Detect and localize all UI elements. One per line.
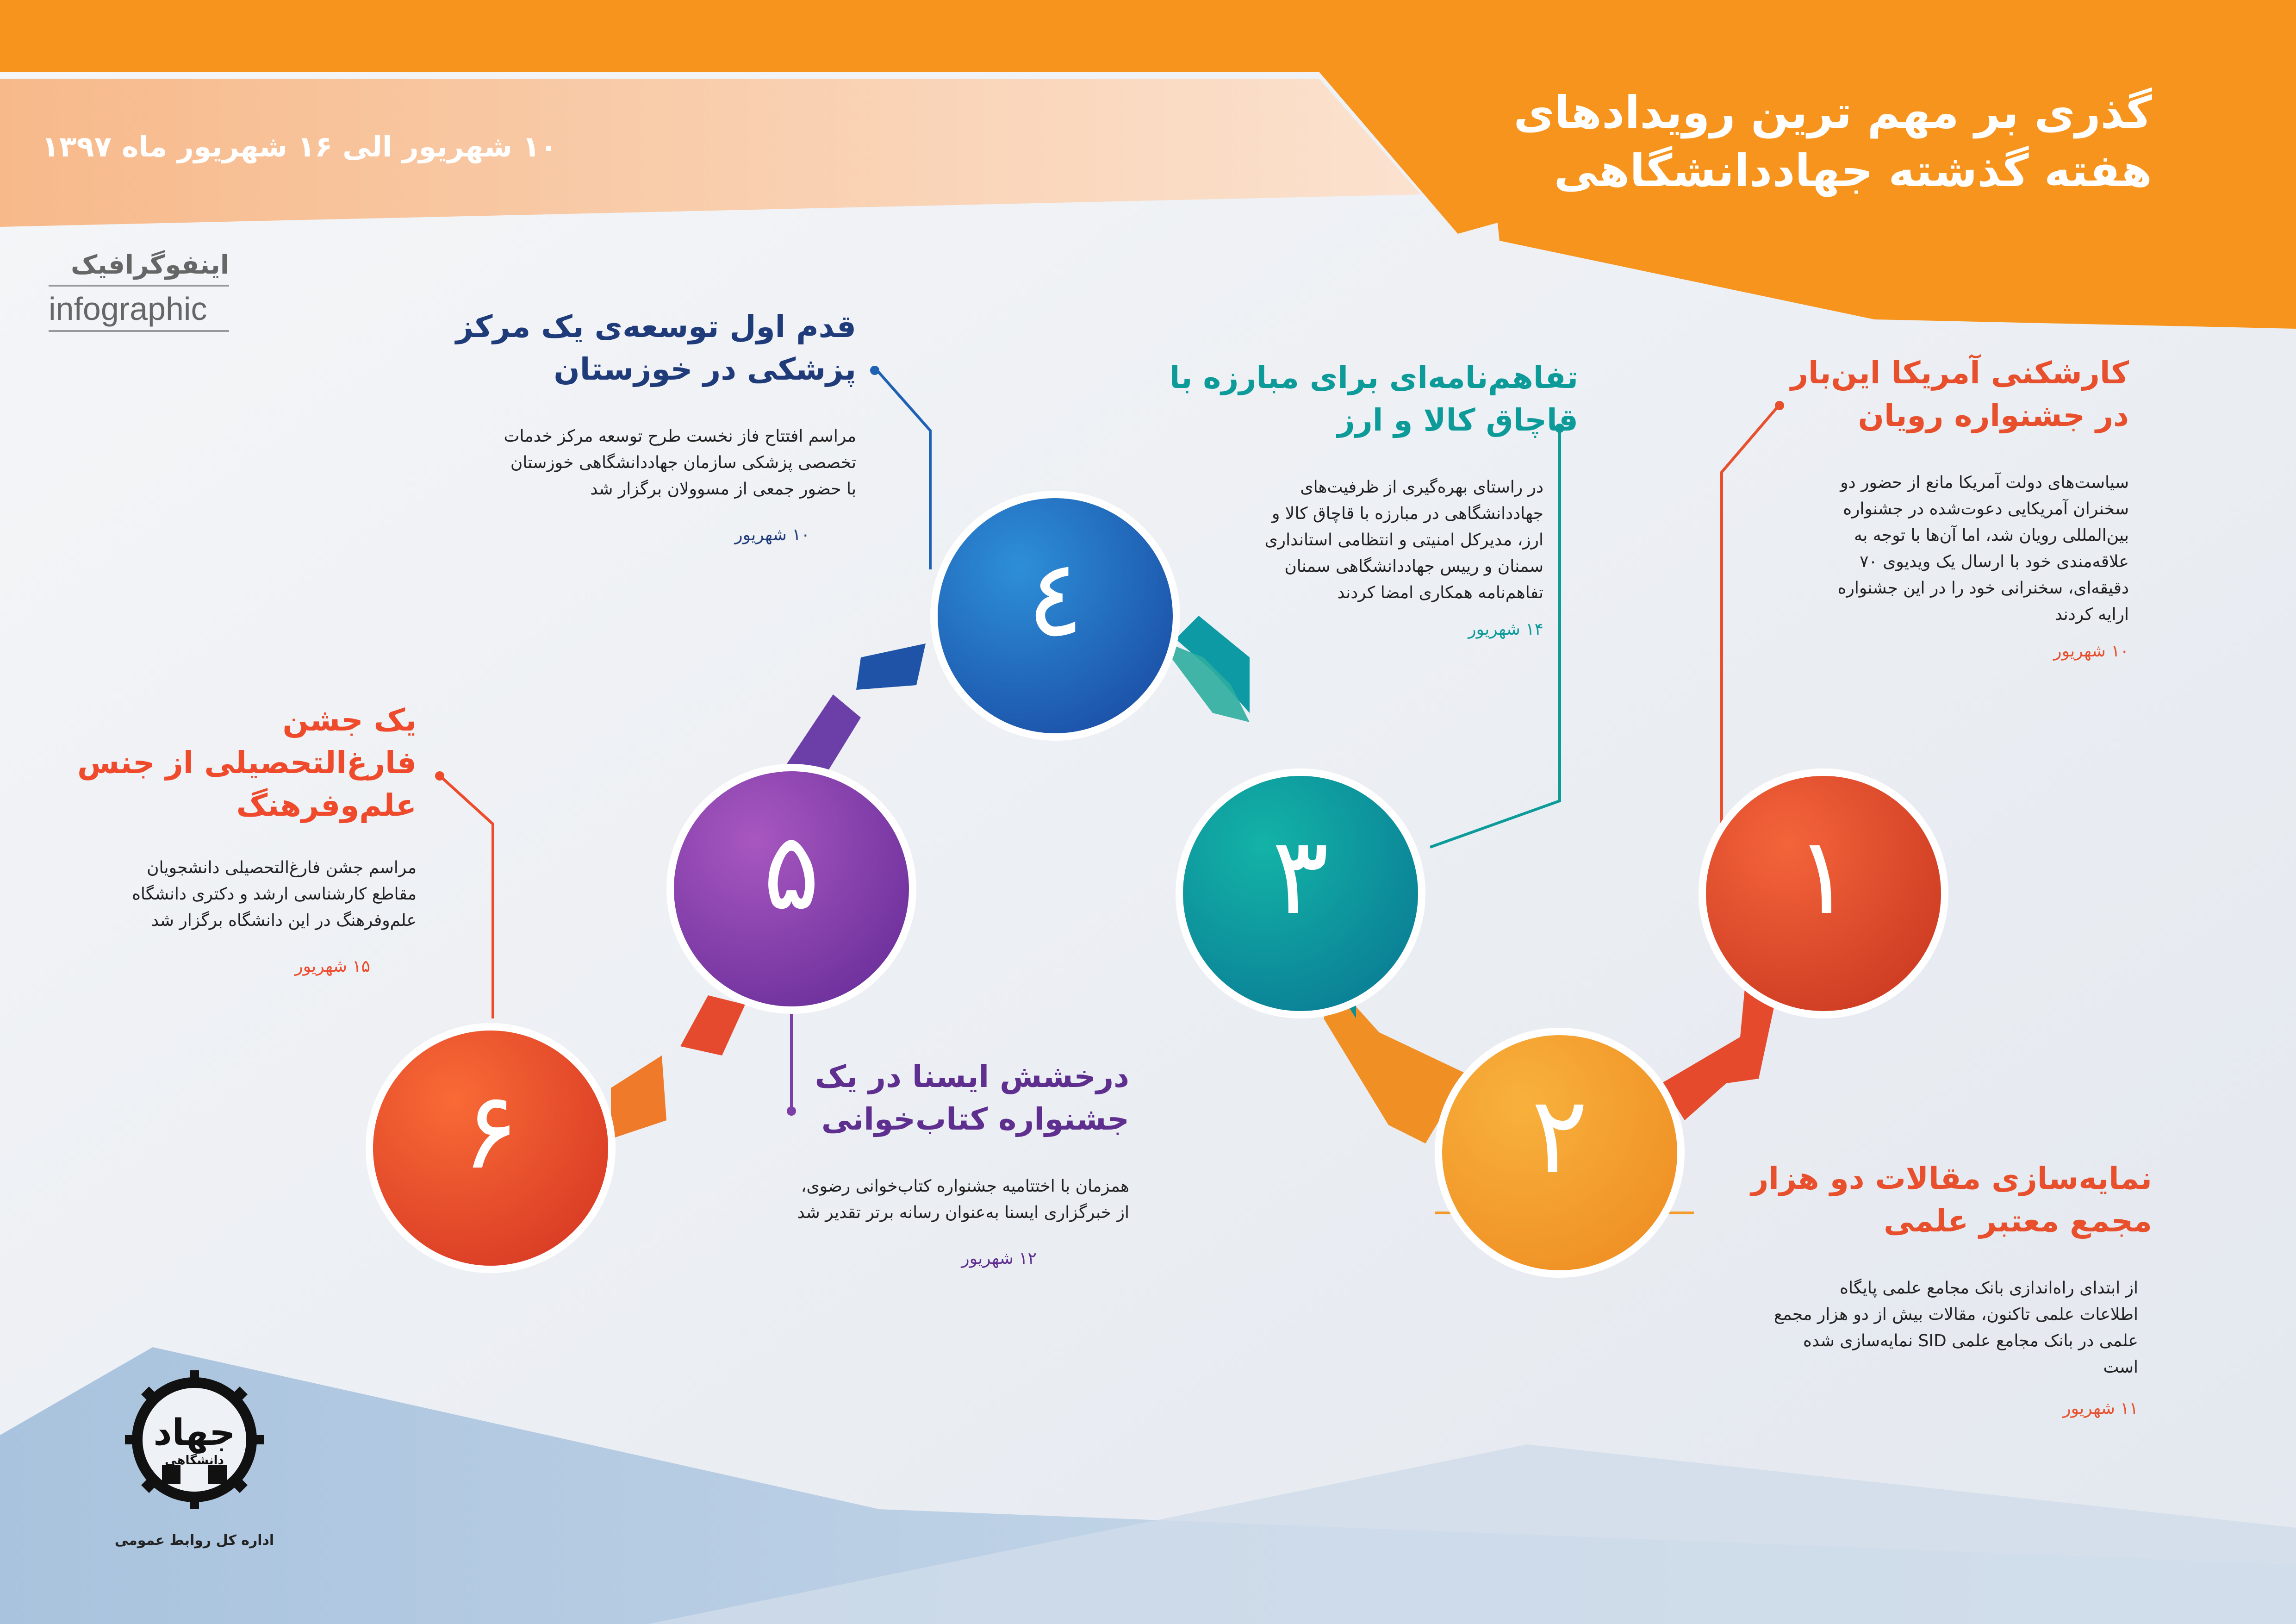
event-5-body-line: از خبرگزاری ایسنا به‌عنوان رسانه برتر تقدیر شد <box>797 1203 1129 1222</box>
logo-name: جهاد <box>153 1412 236 1454</box>
page-title-line1: گذری بر مهم ترین رویدادهای <box>1513 87 2152 138</box>
event-2-body <box>1666 1275 2152 1380</box>
event-6-title-line0: یک جشن <box>282 702 417 738</box>
event-4-date: ۱۰ شهریور <box>734 525 810 544</box>
event-1-title-line1: کارشکنی آمریکا این‌بار <box>1791 355 2129 391</box>
event-4-title-line2: پزشکی در خوزستان <box>554 351 856 387</box>
event-2-body-line: علمی در بانک مجامع علمی SID نمایه‌سازی شده <box>1803 1331 2138 1350</box>
event-2-body-line: است <box>2103 1358 2138 1377</box>
event-5-body <box>722 1173 1129 1226</box>
event-2-title-line2: مجمع معتبر علمی <box>1884 1203 2152 1239</box>
event-3-body-line: جهاددانشگاهی در مبارزه با قاچاق کالا و <box>1271 504 1543 523</box>
event-6 <box>46 699 417 976</box>
event-3-body-line: سمنان و رییس جهاددانشگاهی سمنان <box>1284 557 1543 576</box>
event-1-date: ۱۰ شهریور <box>2053 642 2129 661</box>
infographic-label-fa: اینفوگرافیک <box>71 250 229 280</box>
event-5-title-line1: درخشش ایسنا در یک <box>815 1059 1129 1094</box>
logo <box>111 1370 278 1565</box>
event-6-title-line2: علم‌وفرهنگ <box>236 787 417 823</box>
event-4-body-line: تخصصی پزشکی سازمان جهاددانشگاهی خوزستان <box>510 453 856 472</box>
event-5-title-line2: جشنواره کتاب‌خوانی <box>821 1101 1129 1137</box>
event-1-body-line: سیاست‌های دولت آمریکا مانع از حضور دو <box>1840 473 2129 492</box>
event-5-date: ۱۲ شهریور <box>961 1249 1037 1268</box>
event-1 <box>1712 352 2129 661</box>
event-2 <box>1666 1157 2152 1418</box>
step-number-1: ۱ <box>1795 815 1852 938</box>
step-number-4: ٤ <box>1027 537 1084 661</box>
event-5-title <box>722 1056 1129 1141</box>
event-3-title-line2: قاچاق کالا و ارز <box>1337 402 1578 438</box>
event-4-body <box>417 423 856 502</box>
divider <box>49 285 229 287</box>
event-6-title-line1: فارغ‌التحصیلی از جنس <box>77 745 417 781</box>
event-2-title <box>1666 1157 2152 1243</box>
logo-caption: اداره کل روابط عمومی <box>114 1532 274 1549</box>
step-number-5: ۵ <box>763 810 820 934</box>
infographic-label-en: infographic <box>49 291 207 327</box>
event-1-body-line: علاقه‌مندی خود با ارسال یک ویدیوی ۷۰ <box>1860 552 2129 571</box>
event-1-body-line: بین‌المللی رویان شد، اما آن‌ها با توجه به <box>1854 526 2129 545</box>
event-5 <box>722 1056 1129 1268</box>
event-4-body-line: مراسم افتتاح فاز نخست طرح توسعه مرکز خدمات <box>504 427 856 446</box>
event-2-body-line: اطلاعات علمی تاکنون، مقالات بیش از دو هزار مجمع <box>1773 1305 2138 1324</box>
event-6-body-line: مراسم جشن فارغ‌التحصیلی دانشجویان <box>147 858 417 877</box>
event-4-title <box>417 306 856 391</box>
step-number-3: ۳ <box>1272 815 1329 938</box>
infographic-label <box>49 250 229 332</box>
event-1-body <box>1712 469 2129 628</box>
event-4 <box>417 306 856 544</box>
event-3 <box>1111 356 1578 639</box>
event-2-date: ۱۱ شهریور <box>2063 1399 2138 1418</box>
event-6-date: ۱۵ شهریور <box>295 957 370 976</box>
event-2-title-line1: نمایه‌سازی مقالات دو هزار <box>1751 1161 2152 1196</box>
event-3-body-line: تفاهم‌نامه همکاری امضا کردند <box>1337 583 1543 602</box>
logo-sub: دانشگاهی <box>165 1454 224 1468</box>
event-5-body-line: همزمان با اختتامیه جشنواره کتاب‌خوانی رضوی، <box>801 1177 1129 1196</box>
event-1-body-line: سخنران آمریکایی دعوت‌شده در جشنواره <box>1843 500 2129 518</box>
event-1-body-line: دقیقه‌ای، سخنرانی خود را در این جشنواره <box>1837 579 2129 598</box>
event-3-date: ۱۴ شهریور <box>1468 620 1543 639</box>
event-3-title <box>1111 356 1578 442</box>
page-title-line2: هفته گذشته جهاددانشگاهی <box>1554 145 2152 197</box>
page-title <box>1458 83 2152 200</box>
event-1-body-line: ارایه کردند <box>2054 605 2129 624</box>
event-3-body <box>1111 474 1578 606</box>
event-2-body-line: از ابتدای راه‌اندازی بانک مجامع علمی پایگاه <box>1840 1279 2138 1298</box>
event-4-title-line1: قدم اول توسعه‌ی یک مرکز <box>455 309 856 344</box>
divider <box>49 330 229 332</box>
date-range: ۱۰ شهریور الی ۱۶ شهریور ماه ۱۳۹۷ <box>42 130 558 163</box>
event-3-title-line1: تفاهم‌نامه‌ای برای مبارزه با <box>1169 360 1578 395</box>
event-6-body <box>46 855 417 934</box>
event-4-body-line: با حضور جمعی از مسوولان برگزار شد <box>590 480 856 499</box>
event-3-body-line: ارز، مدیرکل امنیتی و انتظامی استانداری <box>1264 531 1543 550</box>
event-1-title <box>1712 352 2129 437</box>
event-6-title <box>46 699 417 827</box>
step-number-2: ۲ <box>1531 1074 1588 1198</box>
event-6-body-line: مقاطع کارشناسی ارشد و دکتری دانشگاه <box>132 885 417 904</box>
event-3-body-line: در راستای بهره‌گیری از ظرفیت‌های <box>1300 478 1543 497</box>
event-1-title-line2: در جشنواره رویان <box>1858 398 2129 433</box>
event-6-body-line: علم‌وفرهنگ در این دانشگاه برگزار شد <box>151 911 417 930</box>
step-number-6: ۶ <box>462 1069 519 1193</box>
